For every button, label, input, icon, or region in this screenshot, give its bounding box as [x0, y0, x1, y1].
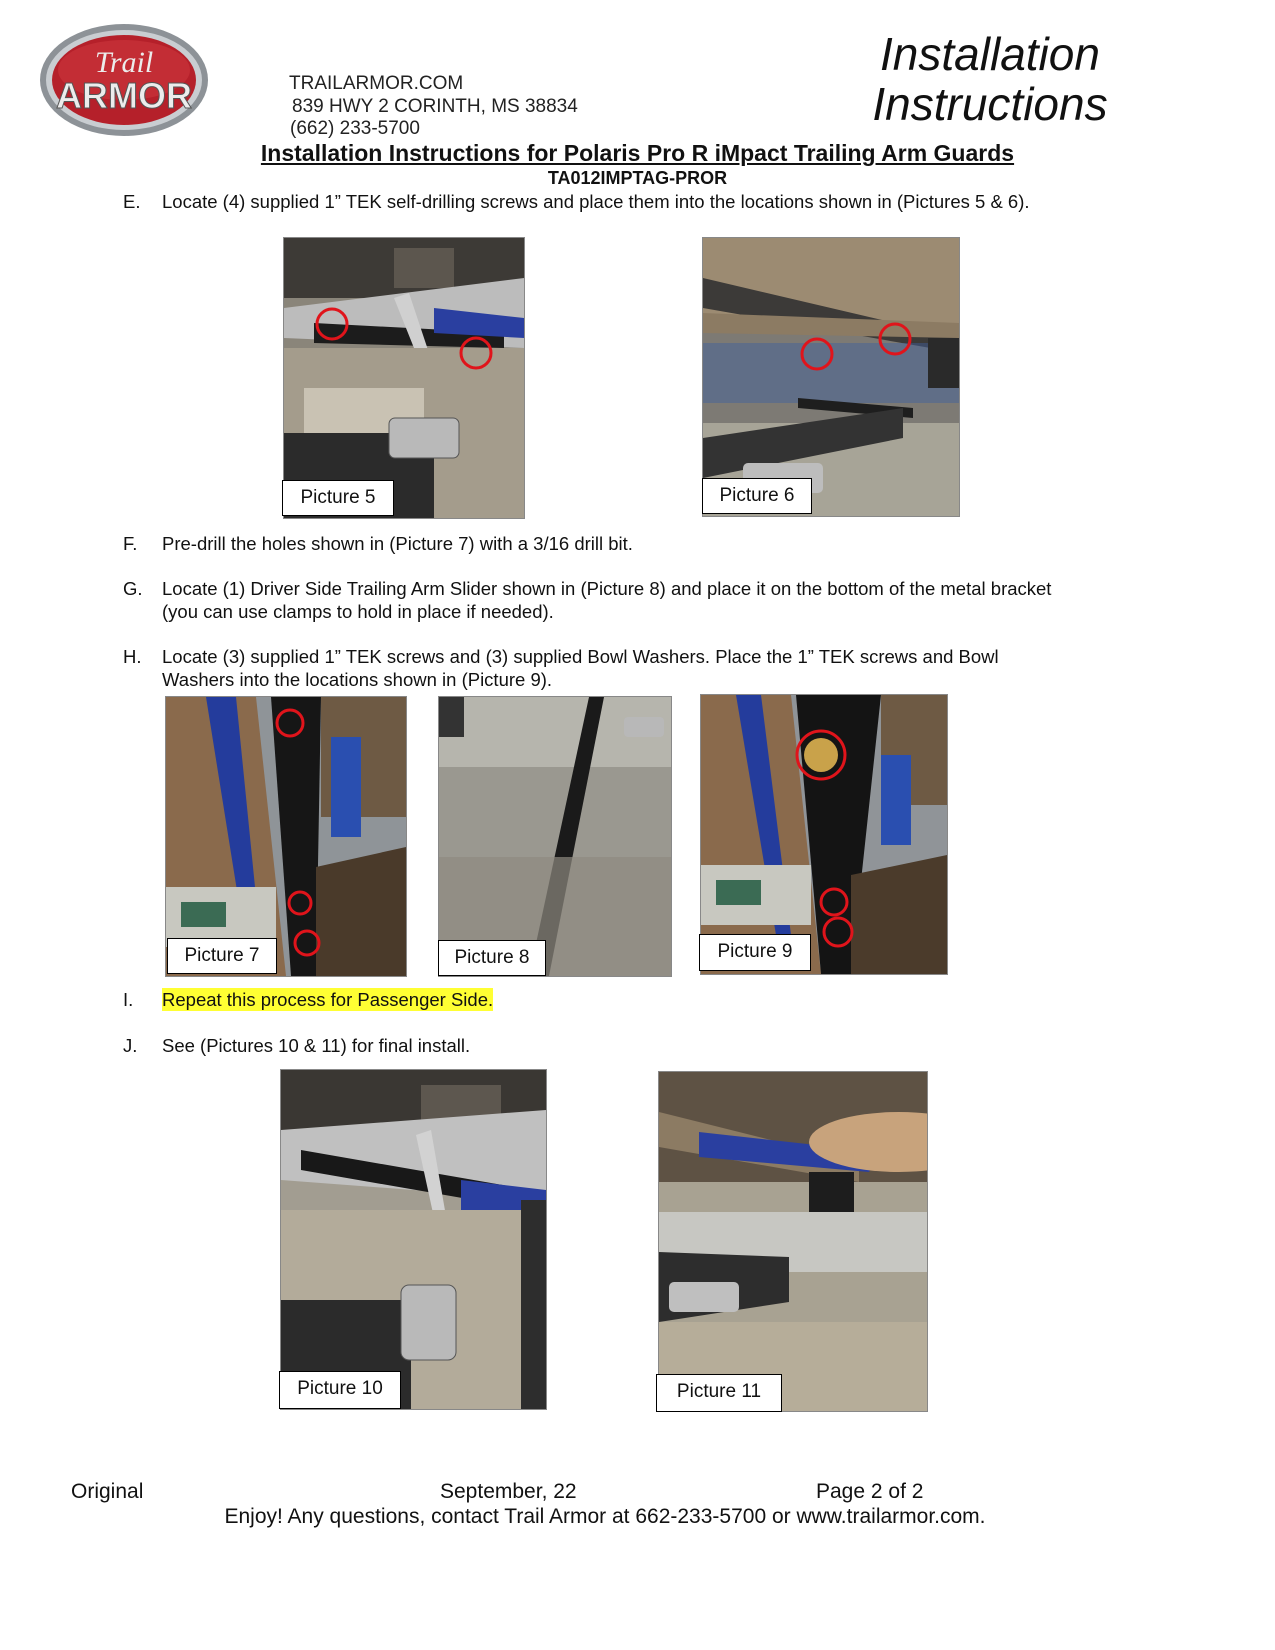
- footer-date: September, 22: [440, 1480, 577, 1503]
- footer-contact: Enjoy! Any questions, contact Trail Armor at 662-233-5700 or www.trailarmor.com.: [224, 1505, 986, 1528]
- caption-picture-7: Picture 7: [167, 938, 277, 974]
- step-text: Pre-drill the holes shown in (Picture 7) with a 3/16 drill bit.: [162, 533, 633, 554]
- step-text: Washers into the locations shown in (Picture 9).: [162, 669, 553, 690]
- trail-armor-logo: [38, 22, 210, 138]
- svg-text:ARMOR: ARMOR: [56, 75, 192, 116]
- caption-picture-5: Picture 5: [282, 480, 394, 516]
- caption-picture-6: Picture 6: [702, 478, 812, 514]
- step-text: Locate (3) supplied 1” TEK screws and (3) supplied Bowl Washers. Place the 1” TEK screws and Bowl: [162, 646, 999, 667]
- step-e: [123, 190, 1223, 214]
- step-text: (you can use clamps to hold in place if needed).: [162, 601, 554, 622]
- step-text: Locate (4) supplied 1” TEK self-drilling screws and place them into the locations shown in (Pictures 5 & 6).: [162, 191, 1030, 212]
- step-text-highlighted: Repeat this process for Passenger Side.: [162, 989, 494, 1010]
- step-text: Locate (1) Driver Side Trailing Arm Slider shown in (Picture 8) and place it on the bottom of the metal bracket: [162, 578, 1052, 599]
- step-letter: F.: [123, 533, 138, 554]
- svg-text:Trail: Trail: [94, 46, 154, 79]
- step-text: See (Pictures 10 & 11) for final install.: [162, 1035, 471, 1056]
- document-title: Installation Instructions for Polaris Pro R iMpact Trailing Arm Guards: [260, 140, 1015, 166]
- photo-picture-9: [700, 694, 948, 975]
- step-letter: H.: [123, 646, 142, 667]
- company-phone: (662) 233-5700: [290, 118, 420, 139]
- step-g: [123, 577, 1223, 625]
- photo-picture-11: [658, 1071, 928, 1412]
- footer-page-number: Page 2 of 2: [816, 1480, 924, 1503]
- step-h: [123, 645, 1223, 693]
- photo-picture-8: [438, 696, 672, 977]
- step-i: [123, 988, 1223, 1012]
- photo-picture-10: [280, 1069, 547, 1410]
- photo-picture-7: [165, 696, 407, 977]
- photo-picture-6: [702, 237, 960, 517]
- header-title-line2: Instructions: [872, 78, 1108, 130]
- company-website: TRAILARMOR.COM: [289, 73, 464, 94]
- caption-picture-8: Picture 8: [438, 940, 546, 976]
- caption-picture-11: Picture 11: [656, 1374, 782, 1412]
- company-address: 839 HWY 2 CORINTH, MS 38834: [292, 96, 578, 117]
- step-letter: G.: [123, 578, 143, 599]
- step-letter: I.: [123, 989, 134, 1010]
- step-letter: E.: [123, 191, 141, 212]
- footer-revision: Original: [71, 1480, 144, 1503]
- header-title-line1: Installation: [880, 28, 1100, 80]
- step-f: [123, 532, 1223, 556]
- caption-picture-9: Picture 9: [699, 934, 811, 971]
- step-j: [123, 1034, 1223, 1058]
- part-number: TA012IMPTAG-PROR: [547, 168, 728, 188]
- caption-picture-10: Picture 10: [279, 1371, 401, 1409]
- photo-picture-5: [283, 237, 525, 519]
- step-letter: J.: [123, 1035, 138, 1056]
